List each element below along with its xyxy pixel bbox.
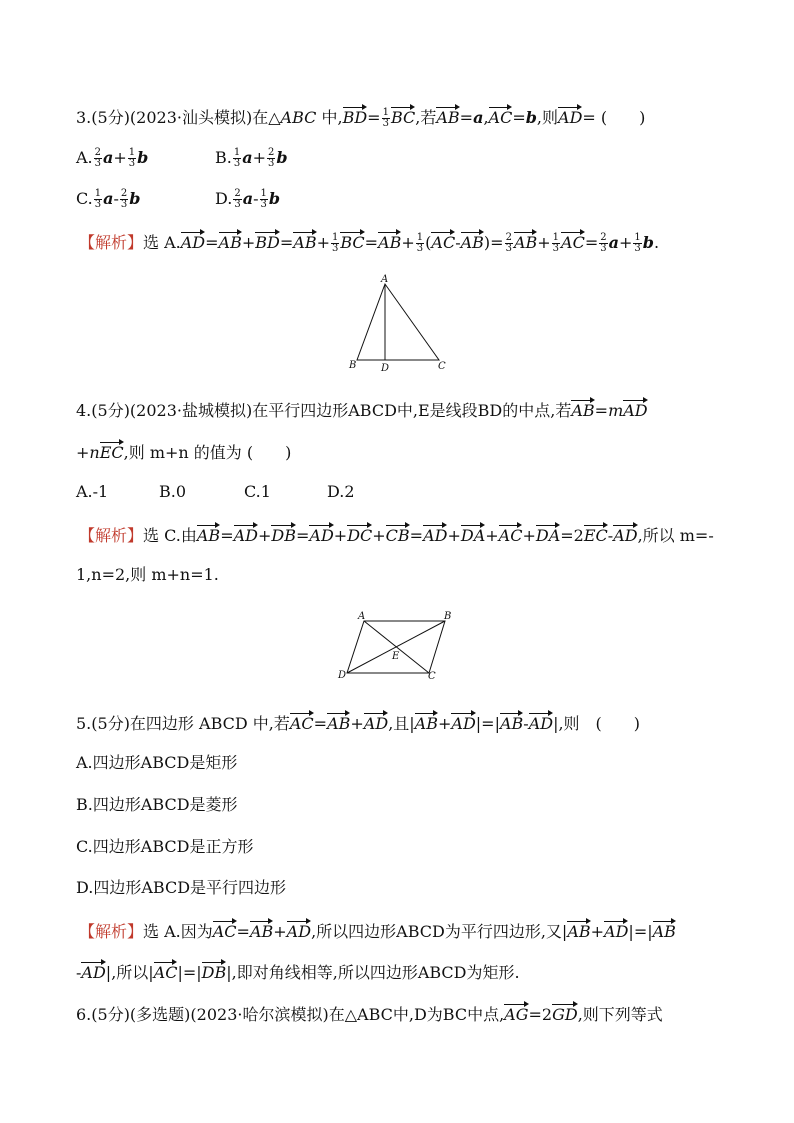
q4-stem-line2: +nEC,则 m+n 的值为 ( ): [76, 439, 291, 465]
label-c: C: [438, 361, 446, 372]
q4-options: [76, 480, 355, 504]
vec-ac: AC: [489, 104, 513, 130]
frac-1-3: $\frac{1}{3}$: [382, 107, 389, 129]
vec-a: a: [473, 108, 484, 127]
q4-text: ,则 m+n 的值为 ( ): [123, 443, 292, 462]
q3-text: ,则: [536, 108, 559, 127]
q5-analysis-line2: -AD|,所以|AC|=|DB|,即对角线相等,所以四边形ABCD为矩形.: [76, 959, 520, 985]
q3-options-row1: [76, 146, 148, 170]
q4-option-c[interactable]: C.1: [244, 482, 271, 501]
eq: =: [367, 108, 381, 127]
q3-option-c[interactable]: C. $\frac{1}{3}$ a- $\frac{2}{3}$ b: [76, 188, 141, 210]
q6-stem: 6.(5分)(多选题)(2023·哈尔滨模拟)在△ABC中,D为BC中点,AG=2GD,则下列等式: [76, 1001, 663, 1027]
analysis-label: 【解析】: [79, 233, 144, 252]
q4-text: 4.(5分)(2023·盐城模拟)在平行四边形ABCD中,E是线段BD的中点,若: [76, 401, 572, 420]
q4-option-a[interactable]: A.-1: [76, 482, 109, 501]
q3-text: 中,: [321, 108, 343, 127]
q3-option-b[interactable]: B. $\frac{1}{3}$ a+ $\frac{2}{3}$ b: [215, 147, 288, 169]
q4-option-d[interactable]: D.2: [327, 482, 355, 501]
vec-bd: BD: [343, 104, 368, 130]
vec-ad: AD: [558, 104, 582, 130]
analysis-label: 【解析】: [79, 922, 144, 941]
q4-stem-line1: 4.(5分)(2023·盐城模拟)在平行四边形ABCD中,E是线段BD的中点,若AB=mAD: [76, 397, 648, 423]
label-c: C: [428, 671, 436, 682]
q5-stem: 5.(5分)在四边形 ABCD 中,若AC=AB+AD,且|AB+AD|=|AB-AD|,则 ( ): [76, 710, 640, 736]
vec-ab: AB: [436, 104, 459, 130]
analysis-label: 【解析】: [79, 526, 144, 545]
label-e: E: [392, 651, 400, 662]
label-b: B: [444, 611, 452, 622]
eq: =: [459, 108, 474, 127]
q3-option-d[interactable]: D. $\frac{2}{3}$ a- $\frac{1}{3}$ b: [215, 188, 281, 210]
analysis-text: 选 A.: [143, 233, 181, 252]
triangle-abc: [357, 284, 439, 360]
q3-stem-prefix: 3.(5分)(2023·汕头模拟)在△: [76, 108, 281, 127]
q4-option-b[interactable]: B.0: [159, 482, 187, 501]
q5-analysis: 【解析】选 A.因为AC=AB+AD,所以四边形ABCD为平行四边形,又|AB+AD|=|AB: [79, 918, 676, 944]
q5-option-c[interactable]: C.四边形ABCD是正方形: [76, 837, 254, 856]
q3-option-a[interactable]: A. $\frac{2}{3}$ a+ $\frac{1}{3}$ b: [76, 147, 149, 169]
label-d: D: [338, 670, 347, 681]
label-a: A: [381, 274, 389, 285]
parallelogram-figure: [330, 608, 460, 684]
q4-analysis: 【解析】选 C.由AB=AD+DB=AD+DC+CB=AD+DA+AC+DA=2EC-AD,所以 m=-: [79, 522, 714, 548]
eq: =: [512, 108, 526, 127]
triangle-figure: [340, 272, 460, 376]
q4-analysis-line2: 1,n=2,则 m+n=1.: [76, 565, 219, 584]
q5-option-d[interactable]: D.四边形ABCD是平行四边形: [76, 878, 287, 897]
label-d: D: [381, 363, 390, 374]
q3-analysis: 【解析】选 A.AD=AB+BD=AB+ $\frac{1}{3}$ BC=AB+ $\frac{1}{3}$ (AC-AB)= $\frac{2}{3}$ AB+ $\frac{1}{3}$ AC= $\frac{2}{3}$ a+ $\frac{1}{3}$ b.: [79, 229, 659, 255]
q3-text: = ( ): [582, 108, 646, 127]
label-a: A: [358, 611, 366, 622]
q3-text: ,若: [415, 108, 437, 127]
vec-b: b: [525, 108, 537, 127]
q5-option-a[interactable]: A.四边形ABCD是矩形: [76, 753, 238, 772]
label-b: B: [349, 360, 357, 371]
q5-option-b[interactable]: B.四边形ABCD是菱形: [76, 795, 238, 814]
vec-bc: BC: [391, 104, 415, 130]
comma: ,: [483, 108, 489, 127]
q3-triangle: ABC: [280, 108, 317, 127]
q3-stem: [76, 104, 645, 130]
